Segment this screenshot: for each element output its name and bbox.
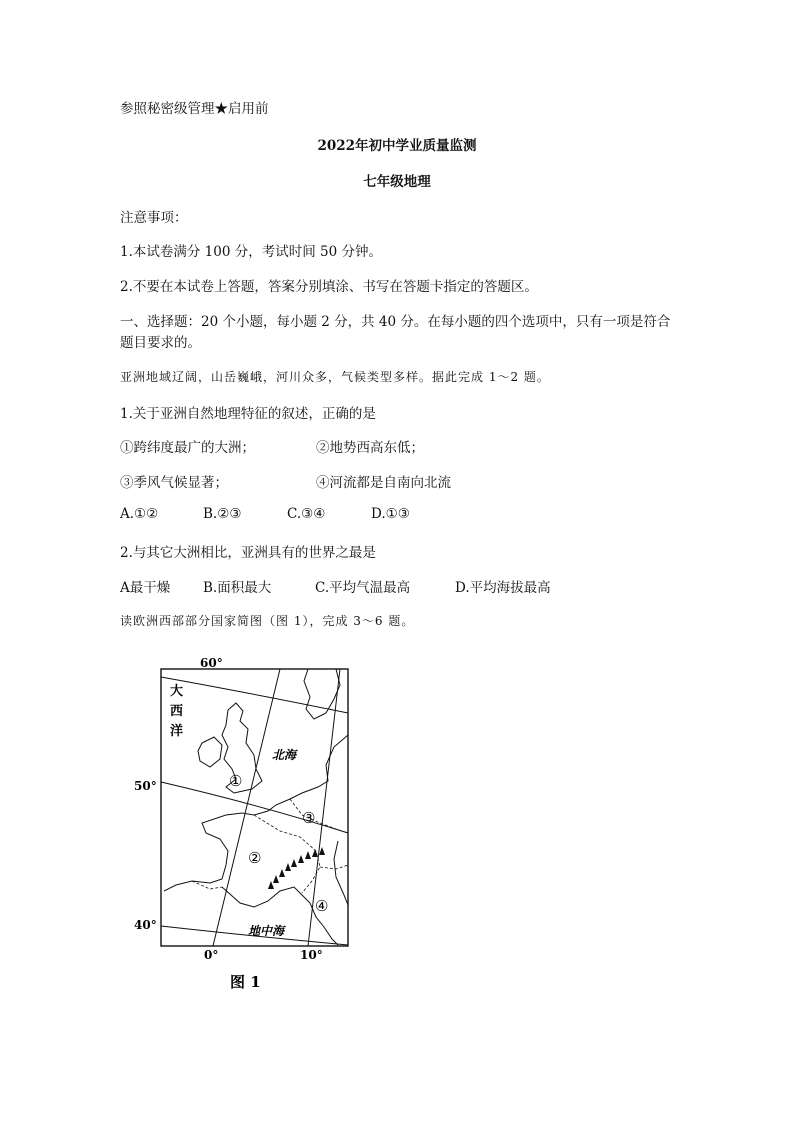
europe-map-figure <box>130 655 370 995</box>
figure-caption: 图 1 <box>230 973 261 991</box>
lat-label-60: 60° <box>200 656 223 670</box>
notes-heading: 注意事项： <box>120 210 188 226</box>
continental-coast <box>164 735 348 891</box>
lon-label-0: 0° <box>204 948 219 962</box>
mediterranean-label: 地中海 <box>248 924 285 938</box>
q1-statement-2: ②地势西高东低； <box>316 440 424 456</box>
q1-option-b: B.②③ <box>203 506 242 522</box>
atlantic-label-3: 洋 <box>170 724 184 739</box>
q1-option-d: D.①③ <box>371 506 410 522</box>
passage-1: 亚洲地域辽阔，山岳巍峨，河川众多，气候类型多样。据此完成 1～2 题。 <box>120 370 550 384</box>
marker-2: ② <box>248 849 262 867</box>
q2-option-c: C.平均气温最高 <box>315 580 411 596</box>
q1-statement-3: ③季风气候显著； <box>120 475 228 491</box>
q1-stem: 1.关于亚洲自然地理特征的叙述，正确的是 <box>120 406 376 422</box>
border-alps <box>320 865 348 869</box>
q1-option-c: C.③④ <box>287 506 326 522</box>
europe-map <box>130 655 370 995</box>
section-instruction-line1: 一、选择题：20 个小题，每小题 2 分，共 40 分。在每小题的四个选项中，只有一项是符合 <box>120 314 671 330</box>
section-instruction-line2: 题目要求的。 <box>120 335 201 351</box>
parallel-60 <box>161 677 348 713</box>
north-sea-label: 北海 <box>272 748 297 762</box>
marker-1: ① <box>229 772 243 790</box>
q2-stem: 2.与其它大洲相比，亚洲具有的世界之最是 <box>120 545 376 561</box>
q1-statement-4: ④河流都是自南向北流 <box>316 475 451 491</box>
ireland-outline <box>198 737 222 767</box>
lat-label-50: 50° <box>134 779 157 793</box>
parallel-50 <box>161 782 348 833</box>
atlantic-label-1: 大 <box>170 684 184 699</box>
border-north <box>290 799 348 833</box>
exam-title: 2022年初中学业质量监测 <box>317 138 477 154</box>
q2-option-d: D.平均海拔最高 <box>455 580 551 596</box>
alps-mountain-symbols <box>268 847 325 889</box>
note-item-1: 1.本试卷满分 100 分，考试时间 50 分钟。 <box>120 244 382 260</box>
marker-4: ④ <box>315 897 329 915</box>
lon-label-10: 10° <box>300 948 323 962</box>
q2-option-a: A最干燥 <box>120 580 171 596</box>
q1-option-a: A.①② <box>120 506 159 522</box>
atlantic-label-2: 西 <box>170 704 184 719</box>
lat-label-40: 40° <box>134 918 157 932</box>
passage-2: 读欧洲西部部分国家简图（图 1），完成 3～6 题。 <box>120 614 415 628</box>
secrecy-label: 参照秘密级管理★启用前 <box>120 101 269 117</box>
italy-coast <box>334 841 348 905</box>
exam-subtitle: 七年级地理 <box>363 174 431 190</box>
q1-statement-1: ①跨纬度最广的大洲； <box>120 440 255 456</box>
note-item-2: 2.不要在本试卷上答题，答案分别填涂、书写在答题卡指定的答题区。 <box>120 279 538 295</box>
q2-option-b: B.面积最大 <box>203 580 272 596</box>
marker-3: ③ <box>302 809 316 827</box>
